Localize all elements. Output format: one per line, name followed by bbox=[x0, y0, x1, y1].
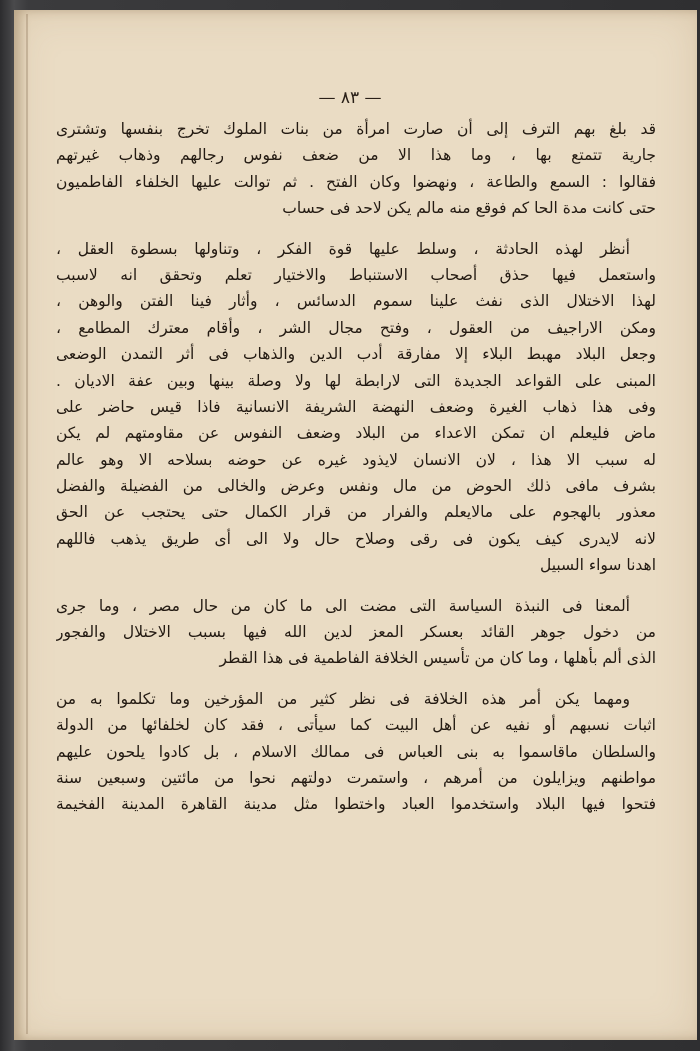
text-line: ألمعنا فى النبذة السياسة التى مضت الى ما كان من حال مصر ، وما جرى bbox=[56, 596, 630, 615]
text-line: ومكن الاراجيف من العقول ، وفتح مجال الشر ، وأقام معترك المطامع ، bbox=[56, 318, 656, 337]
text-line: لهذا الاختلال الذى نفث علينا سموم الدسائس ، وأثار فينا الفتن والوهن ، bbox=[56, 292, 656, 311]
text-line: معذور بالهجوم على مالايعلم والفرار من قرار الكمال حتى يحتجب عن الحق bbox=[56, 503, 656, 522]
paragraph bbox=[56, 686, 656, 818]
text-line: مواطنهم ويزايلون من أمرهم ، واستمرت دولتهم نحوا من مائتين وسبعين سنة bbox=[56, 768, 656, 787]
paragraph-gap bbox=[56, 579, 656, 593]
text-line: واستعمل فيها حذق أصحاب الاستنباط والاختيار تعلم وتحقق انه لاسبب bbox=[56, 265, 656, 284]
paragraph bbox=[56, 593, 656, 672]
text-line: ومهما يكن أمر هذه الخلافة فى نظر كثير من المؤرخين وما تكلموا به من bbox=[56, 689, 630, 708]
text-line: قد بلغ بهم الترف إلى أن صارت امرأة من بنات الملوك تخرج بنفسها وتشترى bbox=[56, 120, 656, 138]
text-line: اهدنا سواء السبيل bbox=[539, 556, 656, 575]
text-line: لانه لايدرى كيف يكون فى رقى وصلاح حال ولا الى أى طريق يذهب فاللهم bbox=[56, 529, 656, 548]
text-line: أنظر لهذه الحادثة ، وسلط عليها قوة الفكر ، وتناولها بسطوة العقل ، bbox=[56, 239, 630, 258]
text-line: له سبب الا هذا ، لان الانسان لايذود غيره عن حوضه بسلاحه الا وهو عالم bbox=[56, 450, 656, 469]
page-gutter-edge bbox=[26, 14, 28, 1034]
text-line: بشرف مافى ذلك الحوض من مال ونفس وعرض والخالى من الفضيلة والفضل bbox=[56, 477, 656, 496]
paragraph-gap bbox=[56, 222, 656, 236]
text-line: وجعل البلاد مهبط البلاء إلا مفارقة أدب الدين والذهاب فى أثر التمدن الوضعى bbox=[56, 345, 656, 364]
body-text bbox=[56, 116, 656, 818]
paragraph-gap bbox=[56, 672, 656, 686]
paragraph bbox=[56, 236, 656, 579]
text-line: فتحوا فيها البلاد واستخدموا العباد واختطوا مثل مدينة القاهرة المدينة الفخيمة bbox=[56, 795, 656, 814]
text-line: من دخول جوهر القائد بعسكر المعز لدين الله فيها بسبب الاختلال والفجور bbox=[56, 623, 656, 642]
text-line: ماض فليعلم ان تمكن الاعداء من البلاد وضعف النفوس عن مقاومتهم لم يكن bbox=[56, 424, 656, 443]
text-line: اثبات نسبهم أو نفيه عن أهل البيت كما سيأتى ، فقد كان لخلفائها من الدولة bbox=[56, 716, 656, 735]
paragraph bbox=[56, 116, 656, 222]
text-line: فقالوا : السمع والطاعة ، ونهضوا وكان الفتح . ثم توالت عليها الخلفاء الفاطميون bbox=[56, 172, 656, 191]
text-line: وفى هذا ذهاب الغيرة وضعف النهضة الشريفة الانسانية فاذا قيس حاضر على bbox=[56, 397, 656, 416]
text-line: الذى ألم بأهلها ، وما كان من تأسيس الخلافة الفاطمية فى هذا القطر bbox=[219, 649, 656, 668]
page-number: — ٨٣ — bbox=[318, 88, 382, 108]
text-line: جارية تتمتع بها ، وما هذا الا من ضعف نفوس رجالهم وذهاب غيرتهم bbox=[56, 146, 656, 165]
text-line: والسلطان ماقاسموا به بنى العباس فى ممالك الاسلام ، بل كادوا يلحون عليهم bbox=[56, 742, 656, 761]
text-line: حتى كانت مدة الحا كم فوقع منه مالم يكن لاحد فى حساب bbox=[282, 199, 656, 218]
text-line: المبنى على القواعد الجديدة التى لارابطة لها ولا وصلة بينها وبين عفة الاديان . bbox=[56, 371, 656, 390]
